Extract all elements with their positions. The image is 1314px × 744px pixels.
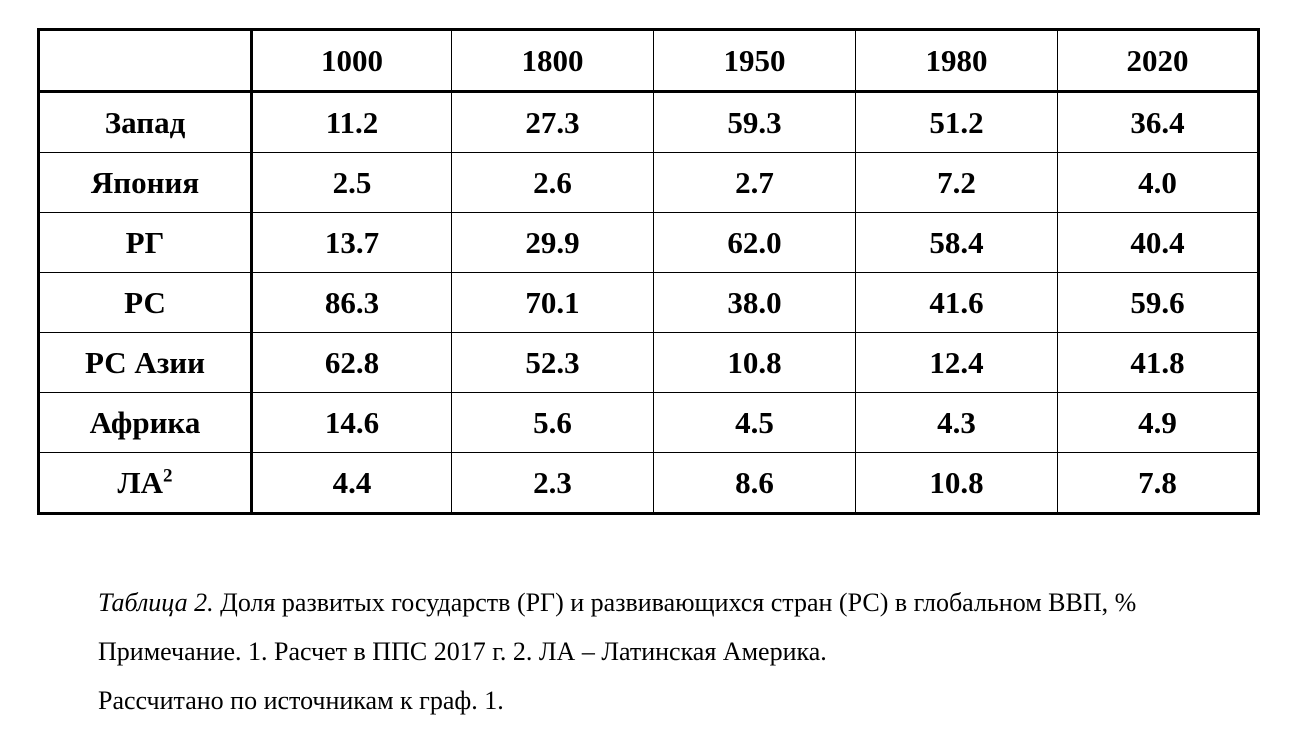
- table-cell: 4.4: [252, 453, 452, 514]
- table-note: Примечание. 1. Расчет в ППС 2017 г. 2. ЛА – Латинская Америка.: [98, 637, 827, 666]
- row-label-text: Запад: [104, 105, 186, 140]
- table-body: [39, 92, 1259, 514]
- table-cell: 10.8: [856, 453, 1058, 514]
- table-row: [39, 393, 1259, 453]
- table-cell: 8.6: [654, 453, 856, 514]
- column-header-1000: 1000: [252, 30, 452, 92]
- row-label: [39, 213, 252, 273]
- row-label-text: РС Азии: [84, 345, 206, 380]
- table-cell: 2.5: [252, 153, 452, 213]
- table-cell: 14.6: [252, 393, 452, 453]
- column-header-2020: 2020: [1058, 30, 1259, 92]
- header-row: [39, 30, 1259, 92]
- table-cell: 29.9: [452, 213, 654, 273]
- table-row: [39, 333, 1259, 393]
- table-row: [39, 153, 1259, 213]
- table-row: [39, 453, 1259, 514]
- row-label: [39, 453, 252, 514]
- table-cell: 27.3: [452, 92, 654, 153]
- caption-text: Доля развитых государств (РГ) и развивающихся стран (РС) в глобальном ВВП, %: [213, 588, 1137, 617]
- table-cell: 13.7: [252, 213, 452, 273]
- table-cell: 62.0: [654, 213, 856, 273]
- table-cell: 51.2: [856, 92, 1058, 153]
- table-cell: 7.8: [1058, 453, 1259, 514]
- table-cell: 86.3: [252, 273, 452, 333]
- table-cell: 10.8: [654, 333, 856, 393]
- row-label: [39, 273, 252, 333]
- table-cell: 59.6: [1058, 273, 1259, 333]
- column-header-1950: 1950: [654, 30, 856, 92]
- table-cell: 70.1: [452, 273, 654, 333]
- row-label-text: ЛА: [117, 465, 163, 500]
- table-cell: 2.3: [452, 453, 654, 514]
- column-header-1800: 1800: [452, 30, 654, 92]
- table-cell: 41.8: [1058, 333, 1259, 393]
- table-cell: 2.6: [452, 153, 654, 213]
- table-cell: 38.0: [654, 273, 856, 333]
- gdp-share-table: [37, 28, 1260, 515]
- table-cell: 52.3: [452, 333, 654, 393]
- table-cell: 62.8: [252, 333, 452, 393]
- caption-label: Таблица 2.: [98, 588, 214, 617]
- row-label: [39, 393, 252, 453]
- table-cell: 5.6: [452, 393, 654, 453]
- table-cell: 7.2: [856, 153, 1058, 213]
- table-caption: [98, 578, 1136, 627]
- row-label: [39, 92, 252, 153]
- table-cell: 59.3: [654, 92, 856, 153]
- table-row: [39, 213, 1259, 273]
- table-cell: 4.5: [654, 393, 856, 453]
- table-source: Рассчитано по источникам к граф. 1.: [98, 686, 504, 715]
- corner-cell: [39, 30, 252, 92]
- table-cell: 11.2: [252, 92, 452, 153]
- table-row: [39, 92, 1259, 153]
- table-cell: 12.4: [856, 333, 1058, 393]
- table-cell: 4.9: [1058, 393, 1259, 453]
- row-label-text: Африка: [89, 405, 201, 440]
- row-label: [39, 333, 252, 393]
- row-label-text: Япония: [90, 165, 200, 200]
- table-cell: 4.3: [856, 393, 1058, 453]
- table-cell: 58.4: [856, 213, 1058, 273]
- row-label-footnote: 2: [163, 465, 173, 487]
- column-header-1980: 1980: [856, 30, 1058, 92]
- row-label-text: РС: [124, 285, 166, 320]
- table-cell: 40.4: [1058, 213, 1259, 273]
- row-label-text: РГ: [125, 225, 165, 260]
- caption-block: [98, 578, 1136, 725]
- table-cell: 41.6: [856, 273, 1058, 333]
- table-cell: 36.4: [1058, 92, 1259, 153]
- table-cell: 4.0: [1058, 153, 1259, 213]
- table-row: [39, 273, 1259, 333]
- table-cell: 2.7: [654, 153, 856, 213]
- row-label: [39, 153, 252, 213]
